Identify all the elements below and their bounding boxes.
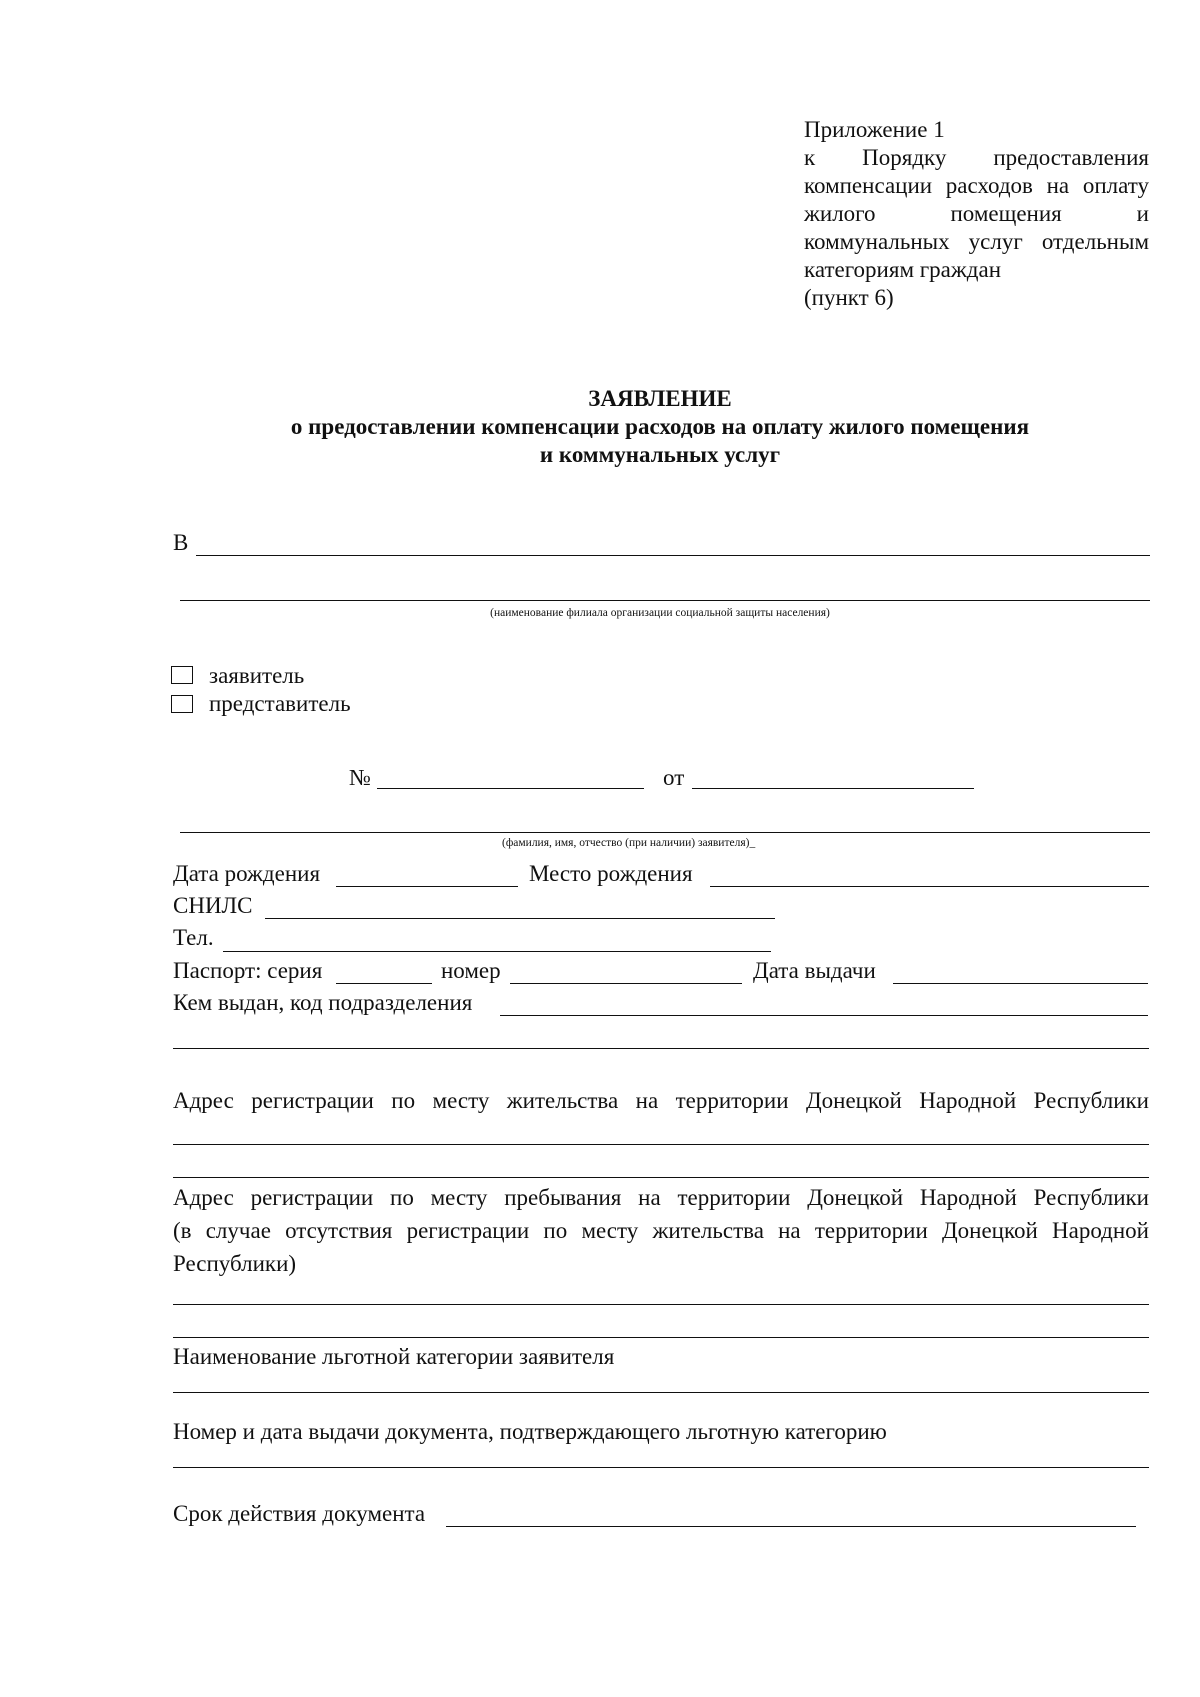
residence-address-label: Адрес регистрации по месту жительства на территории Донецкой Народной Республики bbox=[173, 1088, 1149, 1113]
residence-address-field-line-2[interactable] bbox=[173, 1177, 1149, 1178]
annex-line-5: коммунальных услуг отдельным bbox=[804, 229, 1149, 254]
annex-line-1: Приложение 1 bbox=[804, 117, 945, 142]
passport-number-label: номер bbox=[441, 958, 501, 983]
stay-address-line-2: (в случае отсутствия регистрации по месту жительства на территории Донецкой Народной bbox=[173, 1218, 1149, 1243]
recipient-prefix: В bbox=[173, 530, 189, 555]
annex-line-3: компенсации расходов на оплату bbox=[804, 173, 1149, 198]
annex-line-6: категориям граждан bbox=[804, 257, 1002, 282]
stay-address-line-1: Адрес регистрации по месту пребывания на территории Донецкой Народной Республики bbox=[173, 1185, 1149, 1210]
applicant-checkbox[interactable] bbox=[171, 666, 193, 684]
issued-by-label: Кем выдан, код подразделения bbox=[173, 990, 473, 1015]
document-validity-field[interactable] bbox=[446, 1526, 1136, 1527]
document-title: ЗАЯВЛЕНИЕ bbox=[588, 386, 732, 411]
phone-label: Тел. bbox=[173, 925, 214, 950]
birth-place-field[interactable] bbox=[710, 886, 1149, 887]
passport-series-field[interactable] bbox=[336, 983, 432, 984]
annex-line-4: жилого помещения и bbox=[804, 201, 1149, 226]
document-subtitle-line-1: о предоставлении компенсации расходов на оплату жилого помещения bbox=[290, 414, 1030, 439]
residence-address-field-line-1[interactable] bbox=[173, 1144, 1149, 1145]
annex-line-2: к Порядку предоставления bbox=[804, 145, 1149, 170]
recipient-caption: (наименование филиала организации социальной защиты населения) bbox=[490, 607, 830, 619]
snils-field[interactable] bbox=[265, 918, 775, 919]
document-subtitle-line-2: и коммунальных услуг bbox=[539, 442, 781, 467]
annex-line-7: (пункт 6) bbox=[804, 285, 894, 310]
applicant-name-field[interactable] bbox=[180, 832, 1150, 833]
number-field[interactable] bbox=[377, 788, 644, 789]
issued-by-field-line-2[interactable] bbox=[173, 1048, 1149, 1049]
date-from-label: от bbox=[663, 765, 685, 790]
benefit-document-field[interactable] bbox=[173, 1467, 1149, 1468]
recipient-field-line-2[interactable] bbox=[180, 600, 1150, 601]
issued-by-field-line-1[interactable] bbox=[500, 1015, 1148, 1016]
annex-header bbox=[804, 116, 1149, 312]
applicant-checkbox-label: заявитель bbox=[209, 663, 305, 688]
applicant-name-caption: (фамилия, имя, отчество (при наличии) заявителя)_ bbox=[502, 837, 756, 849]
number-label: № bbox=[349, 765, 371, 790]
benefit-document-label: Номер и дата выдачи документа, подтверждающего льготную категорию bbox=[173, 1419, 887, 1444]
benefit-category-label: Наименование льготной категории заявителя bbox=[173, 1344, 615, 1369]
representative-checkbox-label: представитель bbox=[209, 691, 351, 716]
representative-checkbox[interactable] bbox=[171, 695, 193, 713]
recipient-field-line-1[interactable] bbox=[196, 555, 1150, 556]
passport-series-label: Паспорт: серия bbox=[173, 958, 323, 983]
birth-date-label: Дата рождения bbox=[173, 861, 321, 886]
phone-field[interactable] bbox=[223, 951, 771, 952]
issue-date-label: Дата выдачи bbox=[753, 958, 876, 983]
document-validity-label: Срок действия документа bbox=[173, 1501, 426, 1526]
stay-address-field-line-2[interactable] bbox=[173, 1337, 1149, 1338]
stay-address-label bbox=[173, 1181, 1149, 1280]
issue-date-field[interactable] bbox=[893, 983, 1148, 984]
stay-address-field-line-1[interactable] bbox=[173, 1304, 1149, 1305]
passport-number-field[interactable] bbox=[510, 983, 742, 984]
snils-label: СНИЛС bbox=[173, 893, 253, 918]
benefit-category-field[interactable] bbox=[173, 1392, 1149, 1393]
date-from-field[interactable] bbox=[692, 788, 974, 789]
birth-date-field[interactable] bbox=[336, 886, 518, 887]
stay-address-line-3: Республики) bbox=[173, 1251, 297, 1276]
birth-place-label: Место рождения bbox=[529, 861, 693, 886]
